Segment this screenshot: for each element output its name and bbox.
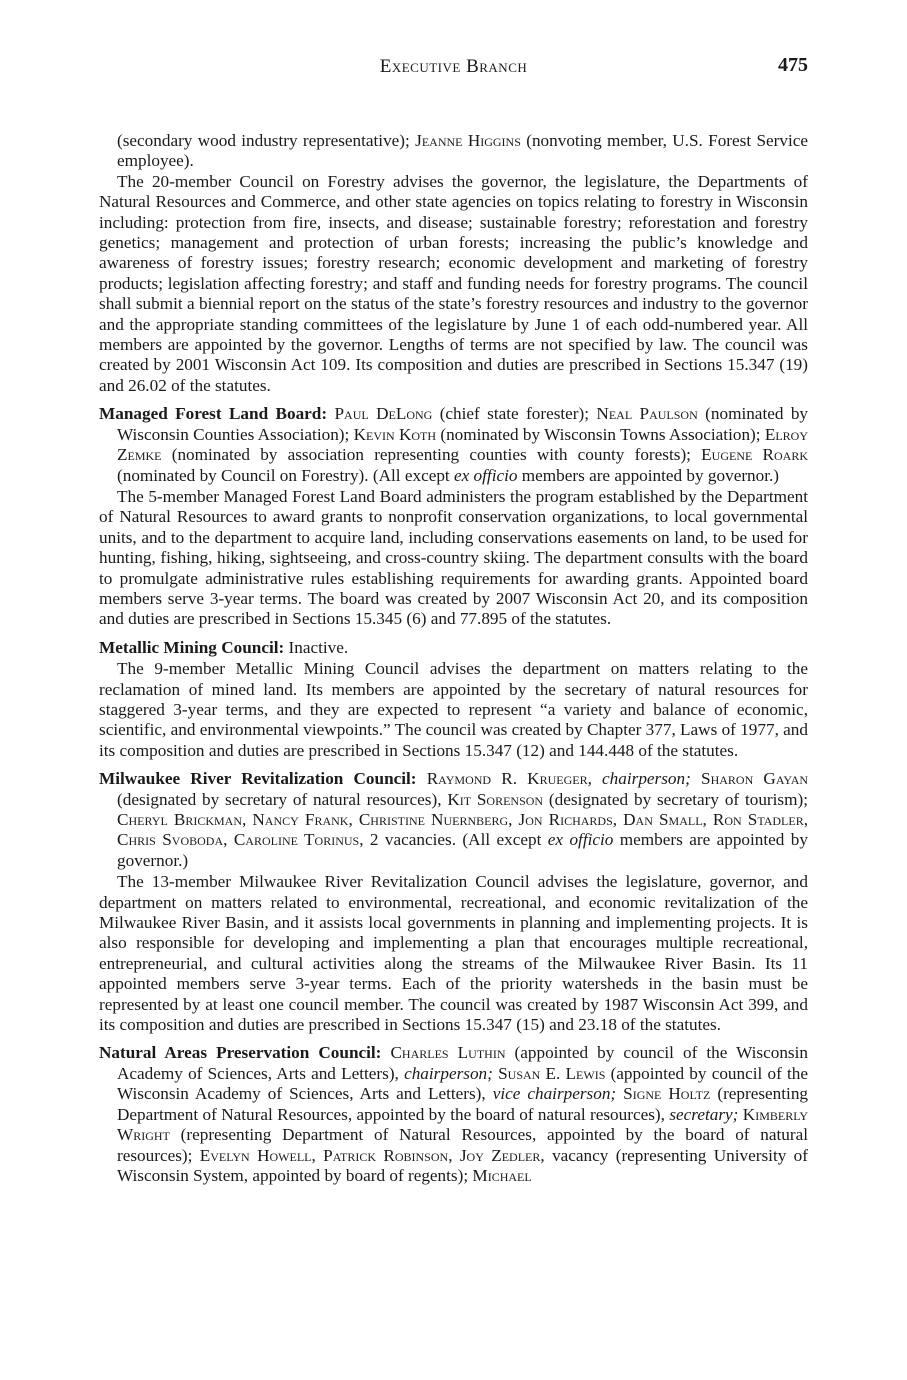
member-name: Charles Luthin (390, 1043, 506, 1063)
member-name: Sharon Gayan (701, 769, 809, 789)
member-name: Eugene Roark (701, 445, 808, 465)
natural-areas-preservation-council-entry (99, 1043, 808, 1186)
member-name: Elroy Zemke (117, 424, 809, 465)
member-name: Neal Paulson (596, 404, 698, 424)
member-text: , (587, 769, 603, 789)
member-role: chairperson; (404, 1063, 493, 1083)
milwaukee-river-revitalization-council-description: The 13-member Milwaukee River Revitalization Council advises the legislature, governor, and department on matters related to environmental, recreational, and economic revitalization of the Milwaukee River Basin, and it assists local governments in planning and implementing projects. It is also responsible for developing and implementing a plan that encourages multiple recreational, entrepreneurial, and cultural activities along the streams of the Milwaukee River Basin. Its 11 appointed members serve 3-year terms. Each of the priority watersheds in the basin must be represented by at least one council member. The council was created by 1987 Wisconsin Act 399, and its composition and duties are prescribed in Sections 15.347 (15) and 23.18 of the statutes. (99, 872, 808, 1035)
metallic-mining-council-description: The 9-member Metallic Mining Council advises the department on matters relating to the reclamation of mined land. Its members are appointed by the secretary of natural resources for staggered 3-year terms, and they are expected to represent “a variety and balance of economic, scientific, and environmental viewpoints.” The council was created by Chapter 377, Laws of 1977, and its composition and duties are prescribed in Sections 15.347 (12) and 144.448 of the statutes. (99, 659, 808, 760)
metallic-mining-council-entry (99, 638, 808, 659)
member-text: (nonvoting member, U.S. Forest Service employee). (117, 131, 808, 171)
managed-forest-land-board-entry (99, 404, 808, 487)
member-text: (representing Department of Natural Resources, appointed by the board of natural resources); (117, 1125, 808, 1165)
member-text (691, 769, 701, 788)
entry-title: Milwaukee River Revitalization Council: (99, 769, 417, 789)
member-text: (secondary wood industry representative); (117, 131, 416, 150)
entry-status: Inactive. (284, 637, 349, 657)
member-text: members are appointed by governor.) (517, 465, 780, 485)
member-role: vice chairperson; (492, 1084, 617, 1104)
ex-officio-term: ex officio (454, 465, 518, 485)
member-name: Paul DeLong (334, 404, 433, 424)
member-name: Raymond R. Krueger (426, 769, 588, 789)
member-text: (designated by secretary of natural resources), (117, 789, 448, 809)
managed-forest-land-board-description: The 5-member Managed Forest Land Board administers the program established by the Department of Natural Resources to award grants to nonprofit conservation organizations, to local governmental units, and to the department to acquire land, including conservations easements on land, to be used for hunting, fishing, hiking, sightseeing, and cross-country skiing. The department consults with the board to promulgate administrative rules establishing requirements for awarding grants. Appointed board members serve 3-year terms. The board was created by 2007 Wisconsin Act 20, and its composition and duties are prescribed in Sections 15.345 (6) and 77.895 of the statutes. (99, 486, 808, 629)
page-number: 475 (778, 54, 808, 76)
entry-title: Natural Areas Preservation Council: (99, 1043, 382, 1063)
member-role: chairperson; (602, 769, 691, 789)
member-text: (designated by secretary of tourism); (543, 789, 808, 809)
milwaukee-river-revitalization-council-entry (99, 769, 808, 872)
member-text: (appointed by council of the Wisconsin Academy of Sciences, Arts and Letters), (117, 1043, 808, 1083)
member-name: Susan E. Lewis (498, 1063, 606, 1083)
council-on-forestry-description: The 20-member Council on Forestry advises the governor, the legislature, the Departments of Natural Resources and Commerce, and other state agencies on topics relating to forestry in Wisconsin including: protection from fire, insects, and disease; sustainable forestry; reforestation and forestry genetics; management and protection of urban forests; increasing the public’s knowledge and awareness of forestry issues; forestry research; economic development and marketing of forestry products; legislation affecting forestry; and staff and funding needs for forestry programs. The council shall submit a biennial report on the status of the state’s forestry resources and industry to the governor and the appropriate standing committees of the legislature by June 1 of each odd-numbered year. All members are appointed by the governor. Lengths of terms are not specified by law. The council was created by 2001 Wisconsin Act 109. Its composition and duties are prescribed in Sections 15.347 (19) and 26.02 of the statutes. (99, 171, 808, 395)
member-name: Michael (472, 1165, 532, 1185)
member-text: (chief state forester); (432, 404, 597, 424)
member-names-list: Evelyn Howell, Patrick Robinson, Joy Zedler (199, 1145, 541, 1165)
member-text: members are appointed by governor.) (117, 830, 808, 870)
member-name: Kimberly Wright (117, 1104, 809, 1145)
ex-officio-term: ex officio (547, 830, 614, 850)
page-header (0, 52, 907, 82)
entry-title: Managed Forest Land Board: (99, 404, 328, 424)
member-name: Jeanne Higgins (415, 131, 521, 150)
member-text: (nominated by Council on Forestry). (All except (117, 465, 454, 485)
member-text: (representing Department of Natural Resources, appointed by the board of natural resources), (117, 1084, 809, 1124)
member-text: (nominated by Wisconsin Counties Association); (117, 404, 809, 444)
council-on-forestry-members-continued (99, 131, 808, 172)
member-text: (nominated by Wisconsin Towns Association); (436, 424, 765, 444)
member-text: (appointed by council of the Wisconsin Academy of Sciences, Arts and Letters), (117, 1063, 809, 1104)
member-text: , 2 vacancies. (All except (359, 830, 548, 850)
member-names-list: Cheryl Brickman, Nancy Frank, Christine Nuernberg, Jon Richards, Dan Small, Ron Stadler, Chris Svoboda, Caroline Torinus (117, 810, 808, 850)
member-text: (nominated by association representing counties with county forests); (161, 445, 702, 465)
member-name: Kit Sorenson (447, 789, 544, 809)
entry-title: Metallic Mining Council: (99, 637, 285, 657)
member-name: Kevin Koth (353, 424, 437, 444)
member-text: , vacancy (representing University of Wisconsin System, appointed by board of regents); (117, 1145, 808, 1185)
page-body (99, 131, 808, 1186)
running-head: Executive Branch (379, 56, 528, 77)
member-role: secretary; (669, 1104, 739, 1124)
member-name: Signe Holtz (623, 1084, 711, 1104)
